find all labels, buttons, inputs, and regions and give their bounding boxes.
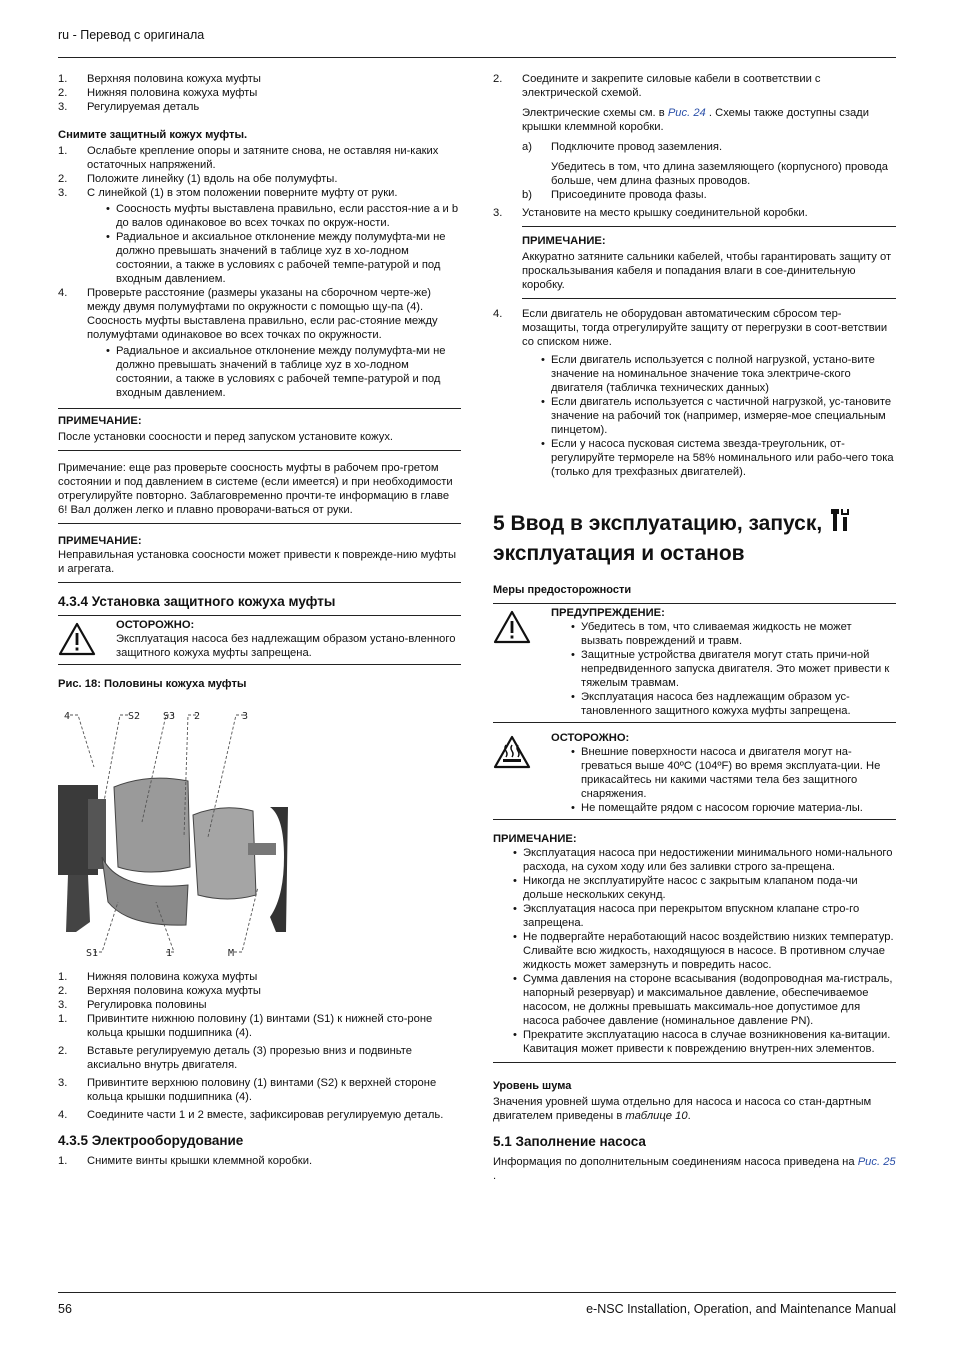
step-item: 4. Проверьте расстояние (размеры указаны на сборочном черте-же) между двумя полумуфтами по окружности с помощью щу-па (4). Соосность муфты выставлена правильно, если рас-стояние между полумуфтами одинаковое во всех точках по окружности. — [58, 287, 438, 341]
substep-text: Убедитесь в том, что длина заземляющего (корпусного) провода больше, чем длина фазных проводов. — [551, 161, 889, 187]
note-paragraph: Примечание: еще раз проверьте соосность муфты в рабочем про-гретом состоянии и под давлением в системе (если имеется) и при необходимости отрегулируйте повторно. Заблаговременно прочти-те информацию в главе 6! Вал должен легко и плавно проворачи-ваться от руки. — [58, 451, 461, 524]
list-item: 1. Нижняя половина кожуха муфты — [58, 971, 258, 983]
note-text: Неправильная установка соосности может привести к поврежде-нию муфты и агрегата. — [58, 549, 457, 575]
substep-item: a) Подключите провод заземления. — [522, 141, 723, 153]
bullet-item: • Если двигатель используется с частичной нагрузкой, ус-тановите значение на рабочий ток (например, измеряе-мое специальным пинцетом). — [541, 396, 892, 436]
step-item: 3. Установите на место крышку соединительной коробки. — [493, 207, 808, 219]
hot-surface-icon — [493, 731, 551, 815]
figure-label-2: 2 — [194, 711, 201, 722]
figure-label-3: 3 — [242, 711, 249, 722]
figure-caption: Рис. 18: Половины кожуха муфты — [58, 678, 247, 690]
note-box-1 — [58, 408, 461, 451]
figure-label-1: 1 — [166, 948, 173, 959]
manual-title: e-NSC Installation, Operation, and Maintenance Manual — [586, 1302, 896, 1316]
footer-rule — [58, 1292, 896, 1293]
note-text: Аккуратно затяните сальники кабелей, чтобы гарантировать защиту от проскальзывания кабеля и попадания влаги в сое-динительную коробку. — [522, 251, 892, 291]
hot-surface-caution-box — [493, 729, 896, 820]
note-text: После установки соосности и перед запуском установите кожух. — [58, 431, 394, 443]
warning-triangle-icon — [58, 618, 116, 660]
bullet-item: • Не помещайте рядом с насосом горючие материа-лы. — [571, 802, 863, 814]
page-number: 56 — [58, 1302, 72, 1316]
bullet-item: • Эксплуатация насоса при перекрытом впускном клапане стро-го запрещена. — [513, 903, 860, 929]
noise-heading: Уровень шума — [493, 1080, 572, 1092]
note-label: ПРИМЕЧАНИЕ: — [522, 235, 606, 247]
bullet-item: • Прекратите эксплуатацию насоса в случае возникновения ка-витации. Кавитация может привести к повреждению внутрен-них элементов. — [513, 1029, 891, 1055]
figure-label-s1: S1 — [86, 948, 99, 959]
bullet-item: • Сумма давления на стороне всасывания (водопроводная ма-гистраль, напорный резервуар) и максимальное давление, обеспечиваемое насосом, не должны превышать максималь-ное допустимое для насоса рабочее давление (номинальное давление PN). — [513, 973, 893, 1027]
note-box-4 — [493, 820, 896, 1063]
coupling-guard-figure — [58, 707, 298, 962]
parts-list-1 — [58, 72, 461, 114]
bullet-item: • Если у насоса пусковая система звезда-треугольник, от-регулируйте термореле на 58% номинального или рабо-чего тока (только для трехфазных двигателей). — [541, 438, 894, 478]
bullet-item: • Эксплуатация насоса без надлежащим образом ус-тановленного защитного кожуха муфты запрещена. — [571, 691, 851, 717]
procedure-title: Снимите защитный кожух муфты. — [58, 129, 248, 141]
bullet-item: • Если двигатель используется с полной нагрузкой, устано-вите значение на номинальное значение тока электриче-ского двигателя (табличка технических данных) — [541, 354, 875, 394]
note-box-3 — [522, 226, 896, 299]
caution-label: ОСТОРОЖНО: — [116, 619, 195, 631]
parts-list-2 — [58, 970, 461, 1012]
note-label: ПРИМЕЧАНИЕ: — [493, 833, 577, 845]
coupling-guard-drawing — [58, 707, 298, 962]
step-item: 4. Если двигатель не оборудован автоматическим сбросом тер-мозащиты, тогда отрегулируйте защиту от перегрузки в соот-ветствии со списком ниже. — [493, 308, 888, 348]
note-label: ПРИМЕЧАНИЕ: — [58, 535, 142, 547]
schemes-paragraph: Электрические схемы см. в Рис. 24 . Схемы также доступны сзади крышки клеммной коробки. — [522, 107, 869, 133]
bullet-item: • Никогда не эксплуатируйте насос с закрытым клапаном пода-чи дольше нескольких секунд. — [513, 875, 858, 901]
figure-label-s3: S3 — [163, 711, 176, 722]
step-item: 3. Привинтите верхнюю половину (1) винтами (S2) к верхней стороне кольца крышки подшипника (4). — [58, 1077, 437, 1103]
step-item: 2. Положите линейку (1) вдоль на обе полумуфты. — [58, 173, 338, 185]
caution-box — [58, 615, 461, 665]
bullet-item: • Не подвергайте неработающий насос воздействию низких температур. Сливайте всю жидкость, находящуюся в насосе. В противном случае жидкость может замерзнуть и повредить насос. — [513, 931, 894, 971]
note-label: ПРИМЕЧАНИЕ: — [58, 415, 142, 427]
table-10-reference: таблице 10 — [625, 1110, 688, 1122]
noise-paragraph: Значения уровней шума отдельно для насоса и насоса со стан-дартным двигателем приведены в таблице 10. — [493, 1096, 872, 1122]
substep-item: b) Присоедините провода фазы. — [522, 189, 707, 201]
precautions-heading: Меры предосторожности — [493, 584, 632, 596]
figure-24-link[interactable]: Рис. 24 — [667, 107, 706, 119]
list-item: 1. Верхняя половина кожуха муфты — [58, 73, 261, 85]
bullet-item: • Эксплуатация насоса при недостижении минимального номи-нального расхода, на сухом ходу или без заливки строго за-прещена. — [513, 847, 893, 873]
header-language-line: ru - Перевод с оригинала — [58, 28, 205, 42]
caution-text: Эксплуатация насоса без надлежащим образом устано-вленного защитного кожуха муфты запрещена. — [116, 633, 456, 659]
left-column — [58, 72, 461, 1168]
bullet-item: • Соосность муфты выставлена правильно, если расстоя-ние a и b до валов одинаковое во всех точках по окруж-ности. — [106, 203, 459, 229]
caution-label: ОСТОРОЖНО: — [551, 732, 630, 744]
figure-label-s2: S2 — [128, 711, 141, 722]
step-item: 1. Привинтите нижнюю половину (1) винтами (S1) к нижней сто-роне кольца крышки подшипника (4). — [58, 1013, 433, 1039]
warning-box — [493, 603, 896, 723]
section-heading-5-1: 5.1 Заполнение насоса — [493, 1134, 646, 1149]
step-item: 1. Снимите винты крышки клеммной коробки. — [58, 1155, 313, 1167]
list-item: 3. Регулируемая деталь — [58, 101, 200, 113]
list-item: 2. Верхняя половина кожуха муфты — [58, 985, 261, 997]
tools-icon — [830, 507, 850, 540]
bullet-item: • Внешние поверхности насоса и двигателя могут на-греваться выше 40ºC (104ºF) во время эксплуата-ции. Не прикасайтесь ни какими частями тела без защитного снаряжения. — [571, 746, 881, 800]
bullet-item: • Радиальное и аксиальное отклонение между полумуфта-ми не должно превышать значений в таблице xyz в хо-лодном состоянии, а также в условиях с рабочей темпе-ратурой и под входным давлением. — [106, 231, 446, 285]
list-item: 2. Нижняя половина кожуха муфты — [58, 87, 258, 99]
fill-paragraph: Информация по дополнительным соединениям насоса приведена на Рис. 25 . — [493, 1156, 896, 1182]
section-heading-4-3-4: 4.3.4 Установка защитного кожуха муфты — [58, 594, 336, 609]
bullet-item: • Убедитесь в том, что сливаемая жидкость не может вызвать повреждений и травм. — [571, 621, 852, 647]
section-heading-4-3-5: 4.3.5 Электрооборудование — [58, 1133, 244, 1148]
step-item: 3. С линейкой (1) в этом положении поверните муфту от руки. — [58, 187, 398, 199]
warning-triangle-icon — [493, 606, 551, 718]
bullet-item: • Радиальное и аксиальное отклонение между полумуфта-ми не должно превышать значений в таблице xyz в хо-лодном состоянии, а также в условиях с рабочей темпе-ратурой и под входным давлением. — [106, 345, 446, 399]
figure-label-4: 4 — [64, 711, 71, 722]
step-item: 2. Соедините и закрепите силовые кабели в соответствии с электрической схемой. — [493, 73, 821, 99]
note-box-2 — [58, 524, 461, 583]
step-item: 4. Соедините части 1 и 2 вместе, зафиксировав регулируемую деталь. — [58, 1109, 444, 1121]
step-item: 1. Ослабьте крепление опоры и затяните снова, не оставляя ни-какиx остаточных напряжений. — [58, 145, 439, 171]
figure-label-m: M — [228, 948, 235, 959]
chapter-5-title: 5 Ввод в эксплуатацию, запуск, эксплуатация и останов — [493, 507, 896, 567]
bullet-item: • Защитные устройства двигателя могут стать причи-ной непредвиденного запуска двигателя. Это может привести к тяжелым травмам. — [571, 649, 890, 689]
figure-25-link[interactable]: Рис. 25 — [857, 1156, 896, 1168]
warning-label: ПРЕДУПРЕЖДЕНИЕ: — [551, 607, 665, 619]
right-column — [493, 72, 896, 1183]
list-item: 3. Регулировка половины — [58, 999, 207, 1011]
header-rule — [58, 57, 896, 58]
step-item: 2. Вставьте регулируемую деталь (3) прорезью вниз и подвиньте аксиально внутрь двигателя. — [58, 1045, 412, 1071]
